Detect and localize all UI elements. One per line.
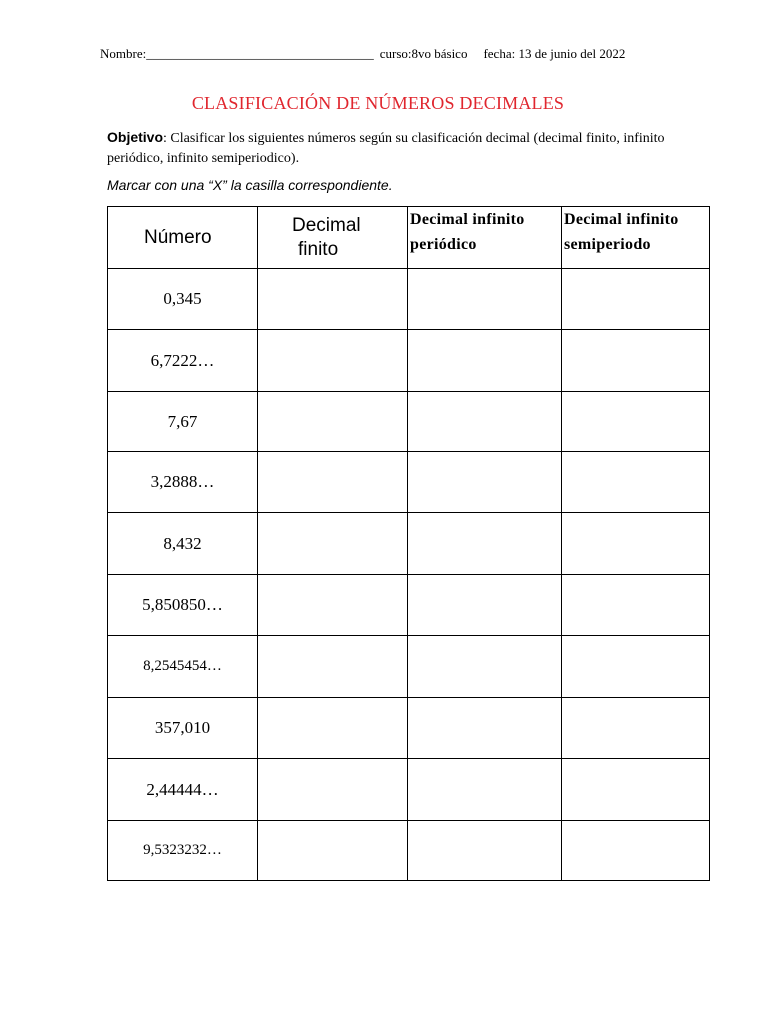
checkbox-decimal-finito[interactable] [258, 330, 408, 392]
checkbox-decimal-finito[interactable] [258, 392, 408, 452]
number-cell: 7,67 [108, 392, 258, 452]
checkbox-infinito-periodico[interactable] [408, 269, 562, 330]
objective-label: Objetivo [107, 129, 164, 145]
checkbox-infinito-periodico[interactable] [408, 636, 562, 698]
number-cell: 0,345 [108, 269, 258, 330]
header-decimal-finito: Decimal finito [258, 207, 408, 269]
header-decimal-infinito-semiperiodo: Decimal infinito semiperiodo [562, 207, 710, 269]
table-row [108, 759, 710, 821]
course-label: curso:8vo básico [379, 46, 468, 61]
checkbox-infinito-semiperiodo[interactable] [562, 575, 710, 636]
classification-table [107, 206, 710, 881]
number-cell: 3,2888… [108, 452, 258, 513]
number-cell: 5,850850… [108, 575, 258, 636]
header-decimal-infinito-periodico: Decimal infinito periódico [408, 207, 562, 269]
number-cell: 9,5323232… [108, 821, 258, 881]
number-cell: 8,2545454… [108, 636, 258, 698]
table-header-row [108, 207, 710, 269]
checkbox-infinito-semiperiodo[interactable] [562, 269, 710, 330]
checkbox-infinito-periodico[interactable] [408, 759, 562, 821]
checkbox-infinito-semiperiodo[interactable] [562, 698, 710, 759]
checkbox-infinito-periodico[interactable] [408, 392, 562, 452]
checkbox-infinito-semiperiodo[interactable] [562, 452, 710, 513]
checkbox-decimal-finito[interactable] [258, 269, 408, 330]
checkbox-decimal-finito[interactable] [258, 513, 408, 575]
checkbox-infinito-semiperiodo[interactable] [562, 513, 710, 575]
checkbox-decimal-finito[interactable] [258, 759, 408, 821]
table-row [108, 269, 710, 330]
checkbox-infinito-periodico[interactable] [408, 575, 562, 636]
worksheet-title: CLASIFICACIÓN DE NÚMEROS DECIMALES [191, 93, 565, 113]
checkbox-decimal-finito[interactable] [258, 698, 408, 759]
instruction-text: Marcar con una “X” la casilla correspondiente. [107, 177, 393, 193]
number-cell: 2,44444… [108, 759, 258, 821]
objective-paragraph [107, 127, 667, 169]
header-numero: Número [108, 207, 258, 269]
table-row [108, 392, 710, 452]
checkbox-infinito-semiperiodo[interactable] [562, 330, 710, 392]
checkbox-infinito-periodico[interactable] [408, 330, 562, 392]
objective-text: : Clasificar los siguientes números según su clasificación decimal (decimal finito, infinito periódico, infinito semiperiodico). [107, 131, 665, 166]
checkbox-infinito-semiperiodo[interactable] [562, 392, 710, 452]
name-field-label: Nombre:___________________________________ [100, 46, 374, 61]
date-label: fecha: 13 de junio del 2022 [483, 46, 626, 61]
checkbox-decimal-finito[interactable] [258, 636, 408, 698]
checkbox-infinito-semiperiodo[interactable] [562, 821, 710, 881]
student-header [100, 46, 700, 62]
checkbox-infinito-periodico[interactable] [408, 513, 562, 575]
number-cell: 6,7222… [108, 330, 258, 392]
checkbox-infinito-semiperiodo[interactable] [562, 759, 710, 821]
checkbox-infinito-periodico[interactable] [408, 698, 562, 759]
table-row [108, 698, 710, 759]
checkbox-infinito-periodico[interactable] [408, 821, 562, 881]
number-cell: 8,432 [108, 513, 258, 575]
number-cell: 357,010 [108, 698, 258, 759]
checkbox-infinito-periodico[interactable] [408, 452, 562, 513]
table-row [108, 575, 710, 636]
table-row [108, 513, 710, 575]
table-row [108, 330, 710, 392]
checkbox-decimal-finito[interactable] [258, 575, 408, 636]
table-row [108, 636, 710, 698]
table-row [108, 821, 710, 881]
table-row [108, 452, 710, 513]
checkbox-decimal-finito[interactable] [258, 452, 408, 513]
checkbox-infinito-semiperiodo[interactable] [562, 636, 710, 698]
checkbox-decimal-finito[interactable] [258, 821, 408, 881]
